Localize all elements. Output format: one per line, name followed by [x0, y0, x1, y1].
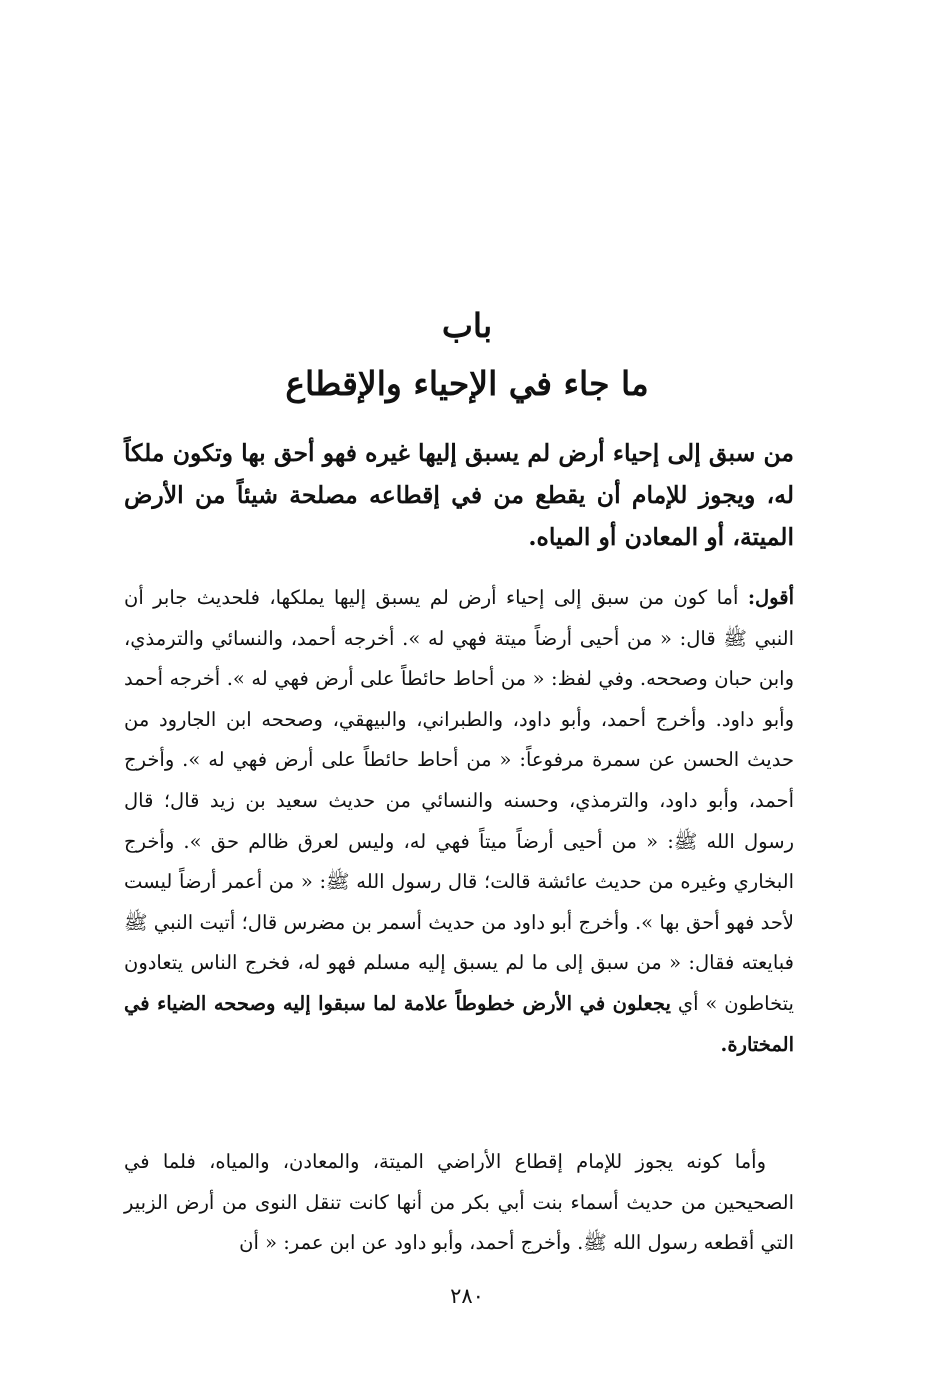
- commentary-paragraph-2: وأما كونه يجوز للإمام إقطاع الأراضي الميتة، والمعادن، والمياه، فلما في الصحيحين من حديث أسماء بنت أبي بكر من أنها كانت تنقل النوى من أرض الزبير التي أقطعه رسول الله ﷺ. وأخرج أحمد، وأبو داود عن ابن عمر: « أن: [124, 1150, 794, 1255]
- commentary-paragraph-1-closing: يجعلون في الأرض خطوطاً علامة لما سبقوا إليه وصححه الضياء في المختارة.: [124, 991, 794, 1056]
- commentary-paragraph-1: [124, 578, 794, 1065]
- commentary-lead-word: أقول:: [747, 586, 794, 609]
- chapter-heading: [0, 300, 934, 410]
- chapter-label: باب: [441, 306, 493, 345]
- page-number: ٢٨٠: [450, 1284, 484, 1308]
- chapter-title: ما جاء في الإحياء والإقطاع: [285, 364, 649, 403]
- commentary-paragraph-1-text: أما كون من سبق إلى إحياء أرض لم يسبق إليها يملكها، فلحديث جابر أن النبي ﷺ قال: « من أحيى أرضاً ميتة فهي له ». أخرجه أحمد، والنسائي والترمذي، وابن حبان وصححه. وفي لفظ: « من أحاط حائطاً على أرض فهي له ». أخرجه أحمد وأبو داود. وأخرج أحمد، وأبو داود، والطبراني، والبيهقي، وصححه ابن الجارود من حديث الحسن عن سمرة مرفوعاً: « من أحاط حائطاً على أرض فهي له ». وأخرج أحمد، وأبو داود، والترمذي، وحسنه والنسائي من حديث سعيد بن زيد قال؛ قال رسول الله ﷺ: « من أحيى أرضاً ميتاً فهي له، وليس لعرق ظالم حق ». وأخرج البخاري وغيره من حديث عائشة قالت؛ قال رسول الله ﷺ: « من أعمر أرضاً ليست لأحد فهو أحق بها ». وأخرج أبو داود من حديث أسمر بن مضرس قال؛ أتيت النبي ﷺ فبايعته فقال: « من سبق إلى ما لم يسبق إليه مسلم فهو له، فخرج الناس يتعادون يتخاطون » أي: [124, 586, 794, 1015]
- main-text-matn: من سبق إلى إحياء أرض لم يسبق إليها غيره فهو أحق بها وتكون ملكاً له، ويجوز للإمام أن يقطع من في إقطاعه مصلحة شيئاً من الأرض الميتة، أو المعادن أو المياه.: [124, 439, 794, 551]
